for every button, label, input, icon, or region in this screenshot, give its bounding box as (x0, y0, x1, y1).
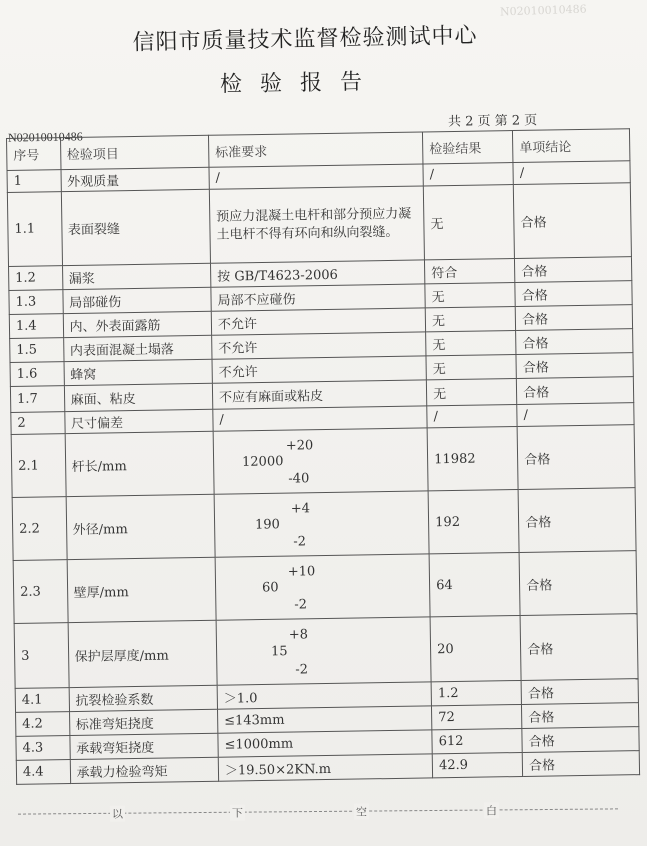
cell-conclusion: 合格 (522, 727, 639, 753)
cell-item: 外径/mm (66, 494, 215, 559)
cell-result: 无 (425, 283, 515, 308)
cell-result: 无 (425, 307, 515, 332)
cell-item: 尺寸偏差 (64, 409, 213, 433)
cell-conclusion: / (517, 403, 634, 427)
cell-item: 杆长/mm (65, 431, 214, 496)
cell-result: 612 (432, 728, 522, 753)
cell-result: 11982 (427, 427, 518, 491)
tolerance-lower: -2 (295, 662, 309, 678)
cell-standard: ＞19.50×2KN.m (218, 754, 433, 781)
cell-serial: 1.3 (9, 290, 63, 315)
cell-conclusion: 合格 (516, 353, 633, 379)
cell-item: 壁厚/mm (67, 557, 216, 622)
cell-serial: 1.2 (9, 266, 63, 291)
cell-conclusion: / (513, 161, 630, 185)
cell-serial: 2.3 (13, 560, 68, 624)
tolerance-lower: -40 (288, 471, 310, 487)
cell-standard: 局部不应碰伤 (211, 284, 426, 311)
cell-conclusion: 合格 (517, 425, 635, 490)
cell-standard: ＞1.0 (217, 682, 432, 709)
tolerance-lower: -2 (294, 597, 308, 613)
cell-standard: 预应力混凝土电杆和部分预应力凝土电杆不得有环向和纵向裂缝。 (209, 186, 424, 263)
table-row (13, 551, 637, 624)
inspection-table-wrapper (6, 128, 640, 785)
footer-char: 白 (484, 802, 499, 818)
cell-conclusion: 合格 (516, 377, 633, 405)
footer-char: 以 (110, 806, 125, 822)
cell-serial: 1 (7, 170, 61, 193)
cell-standard: ≤1000mm (218, 730, 433, 757)
cell-result: 1.2 (431, 680, 521, 705)
cell-serial: 1.4 (9, 314, 63, 339)
cell-conclusion: 合格 (515, 281, 632, 307)
cell-serial: 4.1 (15, 688, 69, 713)
cell-conclusion: 合格 (522, 751, 639, 777)
cell-standard: / (213, 406, 427, 431)
cell-item: 局部碰伤 (62, 287, 211, 313)
header-standard: 标准要求 (208, 132, 423, 167)
cell-result: 无 (423, 185, 514, 260)
cell-serial: 4.3 (16, 736, 70, 761)
cell-item: 承载弯矩挠度 (69, 733, 218, 759)
cell-serial: 1.7 (10, 386, 64, 413)
cell-item: 蜂窝 (64, 359, 213, 385)
cell-result: 无 (426, 355, 516, 380)
report-title: 检验报告 (219, 69, 381, 98)
header-serial: 序号 (7, 138, 61, 171)
tolerance-upper: +10 (287, 564, 316, 580)
tolerance-nominal: 12000 (241, 454, 284, 470)
cell-standard: ≤143mm (217, 706, 432, 733)
cell-standard: 不允许 (212, 332, 427, 359)
cell-item: 内、外表面露筋 (63, 311, 212, 337)
cell-result: 192 (428, 489, 519, 553)
cell-standard: / (209, 164, 423, 189)
cell-serial: 2 (11, 412, 65, 435)
page-info: 共 2 页 第 2 页 (447, 113, 538, 130)
cell-result: 72 (432, 704, 522, 729)
cell-serial: 1.5 (10, 338, 64, 363)
cell-serial: 4.2 (16, 712, 70, 737)
header-item: 检验项目 (60, 135, 209, 169)
cell-item: 外观质量 (61, 167, 210, 191)
cell-conclusion: 合格 (520, 614, 638, 681)
table-row (11, 425, 635, 498)
cell-conclusion: 合格 (513, 183, 631, 259)
cell-serial: 4.4 (16, 760, 70, 785)
cell-serial: 2.1 (11, 434, 66, 498)
tolerance-nominal: 60 (261, 580, 279, 596)
cell-standard: 不允许 (211, 308, 426, 335)
inspection-table (6, 128, 640, 785)
tolerance-nominal: 15 (270, 644, 288, 660)
cell-standard-tolerance (215, 554, 430, 620)
tolerance-upper: +8 (288, 627, 309, 643)
cell-standard-tolerance (213, 428, 428, 494)
cell-standard: 不应有麻面或粘皮 (212, 380, 427, 409)
tolerance-upper: +20 (285, 438, 314, 454)
cell-result: 无 (426, 331, 516, 356)
table-row (14, 614, 638, 689)
cell-item: 标准弯矩挠度 (69, 709, 218, 735)
cell-result: 42.9 (432, 752, 522, 777)
header-result: 检验结果 (423, 131, 514, 164)
cell-item: 抗裂检验系数 (69, 685, 218, 711)
header-conclusion: 单项结论 (513, 129, 630, 163)
cell-item: 内表面混凝土塌落 (63, 335, 212, 361)
cell-serial: 3 (14, 623, 69, 689)
cell-serial: 1.1 (7, 192, 62, 267)
cell-result: / (427, 405, 517, 428)
cell-conclusion: 合格 (515, 305, 632, 331)
cell-standard-tolerance (214, 491, 429, 557)
cell-result: 20 (430, 615, 521, 681)
cell-standard: 不允许 (212, 356, 427, 383)
cell-result: 64 (429, 552, 520, 616)
cell-conclusion: 合格 (518, 488, 636, 553)
report-org-title: 信阳市质量技术监督检验测试中心 (132, 23, 478, 56)
cell-result: 符合 (425, 259, 515, 284)
tolerance-nominal: 190 (254, 517, 281, 533)
table-row (7, 183, 631, 267)
cell-serial: 1.6 (10, 362, 64, 387)
cell-conclusion: 合格 (519, 551, 637, 616)
cell-result: / (423, 163, 513, 186)
cell-item: 表面裂缝 (61, 189, 211, 265)
cell-standard: 按 GB/T4623-2006 (210, 260, 425, 287)
cell-item: 麻面、粘皮 (64, 383, 213, 411)
cell-conclusion: 合格 (516, 329, 633, 355)
footer-char: 下 (230, 805, 245, 821)
document-number: N02010010486 (7, 129, 83, 145)
cell-item: 保护层厚度/mm (68, 620, 217, 687)
cell-conclusion: 合格 (515, 257, 632, 283)
tolerance-upper: +4 (290, 501, 311, 517)
cell-standard-tolerance (216, 617, 431, 685)
faint-watermark-number: N02010010486 (499, 2, 587, 19)
cell-item: 漏浆 (62, 263, 211, 289)
cell-result: 无 (426, 379, 516, 406)
table-row (12, 488, 636, 561)
footer-char: 空 (354, 804, 369, 820)
cell-item: 承载力检验弯矩 (70, 757, 219, 783)
tolerance-lower: -2 (293, 534, 307, 550)
cell-conclusion: 合格 (522, 703, 639, 729)
cell-conclusion: 合格 (521, 679, 638, 705)
cell-serial: 2.2 (12, 497, 67, 561)
dashed-line (18, 808, 618, 814)
